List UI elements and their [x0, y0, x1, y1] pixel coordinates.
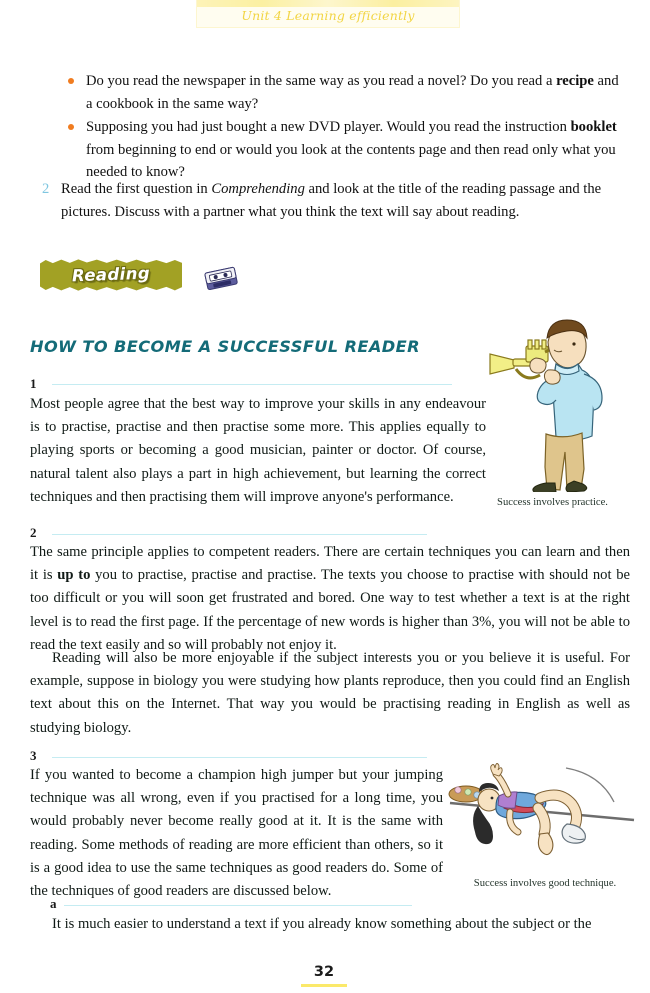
running-header	[196, 0, 460, 28]
task-number: 2	[42, 181, 50, 197]
page-number: 32	[313, 964, 335, 980]
list-item	[62, 70, 627, 115]
paragraph-rule-1	[52, 384, 452, 385]
paragraph-number-2: 2	[30, 525, 37, 540]
list-item	[62, 116, 627, 184]
subsection-body-a: It is much easier to understand a text if you already know something about the subject or the	[52, 916, 592, 932]
running-header-title: Unit 4 Learning efficiently	[241, 8, 415, 23]
reading-banner-label: Reading	[71, 263, 151, 286]
bullet-dot-icon	[68, 124, 74, 130]
bullet-text-1: Do you read the newspaper in the same way as you read a novel? Do you read a recipe and a cookbook in the same way?	[86, 73, 619, 112]
page-number-box	[301, 963, 347, 987]
cassette-tape-icon	[201, 263, 241, 293]
task-bullet-list	[62, 70, 627, 185]
task-numbered-item-2	[42, 178, 649, 223]
subsection-rule-a	[64, 905, 412, 906]
bullet-dot-icon	[68, 78, 74, 84]
paragraph-body-3: If you wanted to become a champion high jumper but your jumping technique was all wrong, even if you practised for a long time, you would probably never become really good at it. It is the same with reading. Some methods of reading are more efficient than others, so it is a good idea to use the same techniques as good readers do. Some of the techniques of good readers are discussed below.	[30, 767, 443, 900]
paragraph-body-2b: Reading will also be more enjoyable if the subject interests you or you believe it is useful. For example, suppose in biology you were studying how plants reproduce, then you could find an English text about this on the Internet. That way you would be practising reading in English as well as studying biology.	[30, 650, 630, 736]
page-title: HOW TO BECOME A SUCCESSFUL READER	[30, 337, 420, 356]
trumpet-player-illustration	[486, 312, 636, 492]
figure-caption-2: Success involves good technique.	[473, 878, 617, 889]
header-decorative-strip	[197, 0, 459, 7]
paragraph-body-2a: The same principle applies to competent readers. There are certain techniques you can learn and then it is up to you to practise, practise and practise. The texts you choose to practise with should not be too difficult or you will soon get frustrated and bored. One way to test whether a text is at the right level is to read the first page. If the percentage of new words is higher than 3%, you will not be able to read the text easily and so will probably not enjoy it.	[30, 544, 630, 653]
paragraph-rule-2	[52, 534, 427, 535]
bullet-text-2: Supposing you had just bought a new DVD player. Would you read the instruction booklet from beginning to end or would you look at the contents page and then read only what you needed to know?	[86, 119, 617, 180]
paragraph-rule-3	[52, 757, 427, 758]
paragraph-body-1: Most people agree that the best way to improve your skills in any endeavour is to practise, practise and then practise some more. This applies equally to playing sports or becoming a good musician, painter or doctor. Of course, natural talent also plays a part in high achievement, but learning the correct techniques and then practising them will improve anyone's performance.	[30, 396, 486, 505]
paragraph-number-1: 1	[30, 376, 37, 391]
high-jumper-illustration	[448, 748, 638, 873]
paragraph-number-3: 3	[30, 748, 37, 763]
reading-section-banner	[40, 257, 182, 295]
figure-caption-1: Success involves practice.	[497, 497, 608, 508]
task-text: Read the first question in Comprehending and look at the title of the reading passage and the pictures. Discuss with a partner what you think the text will say about reading.	[61, 181, 602, 220]
subsection-letter-a: a	[50, 896, 57, 911]
